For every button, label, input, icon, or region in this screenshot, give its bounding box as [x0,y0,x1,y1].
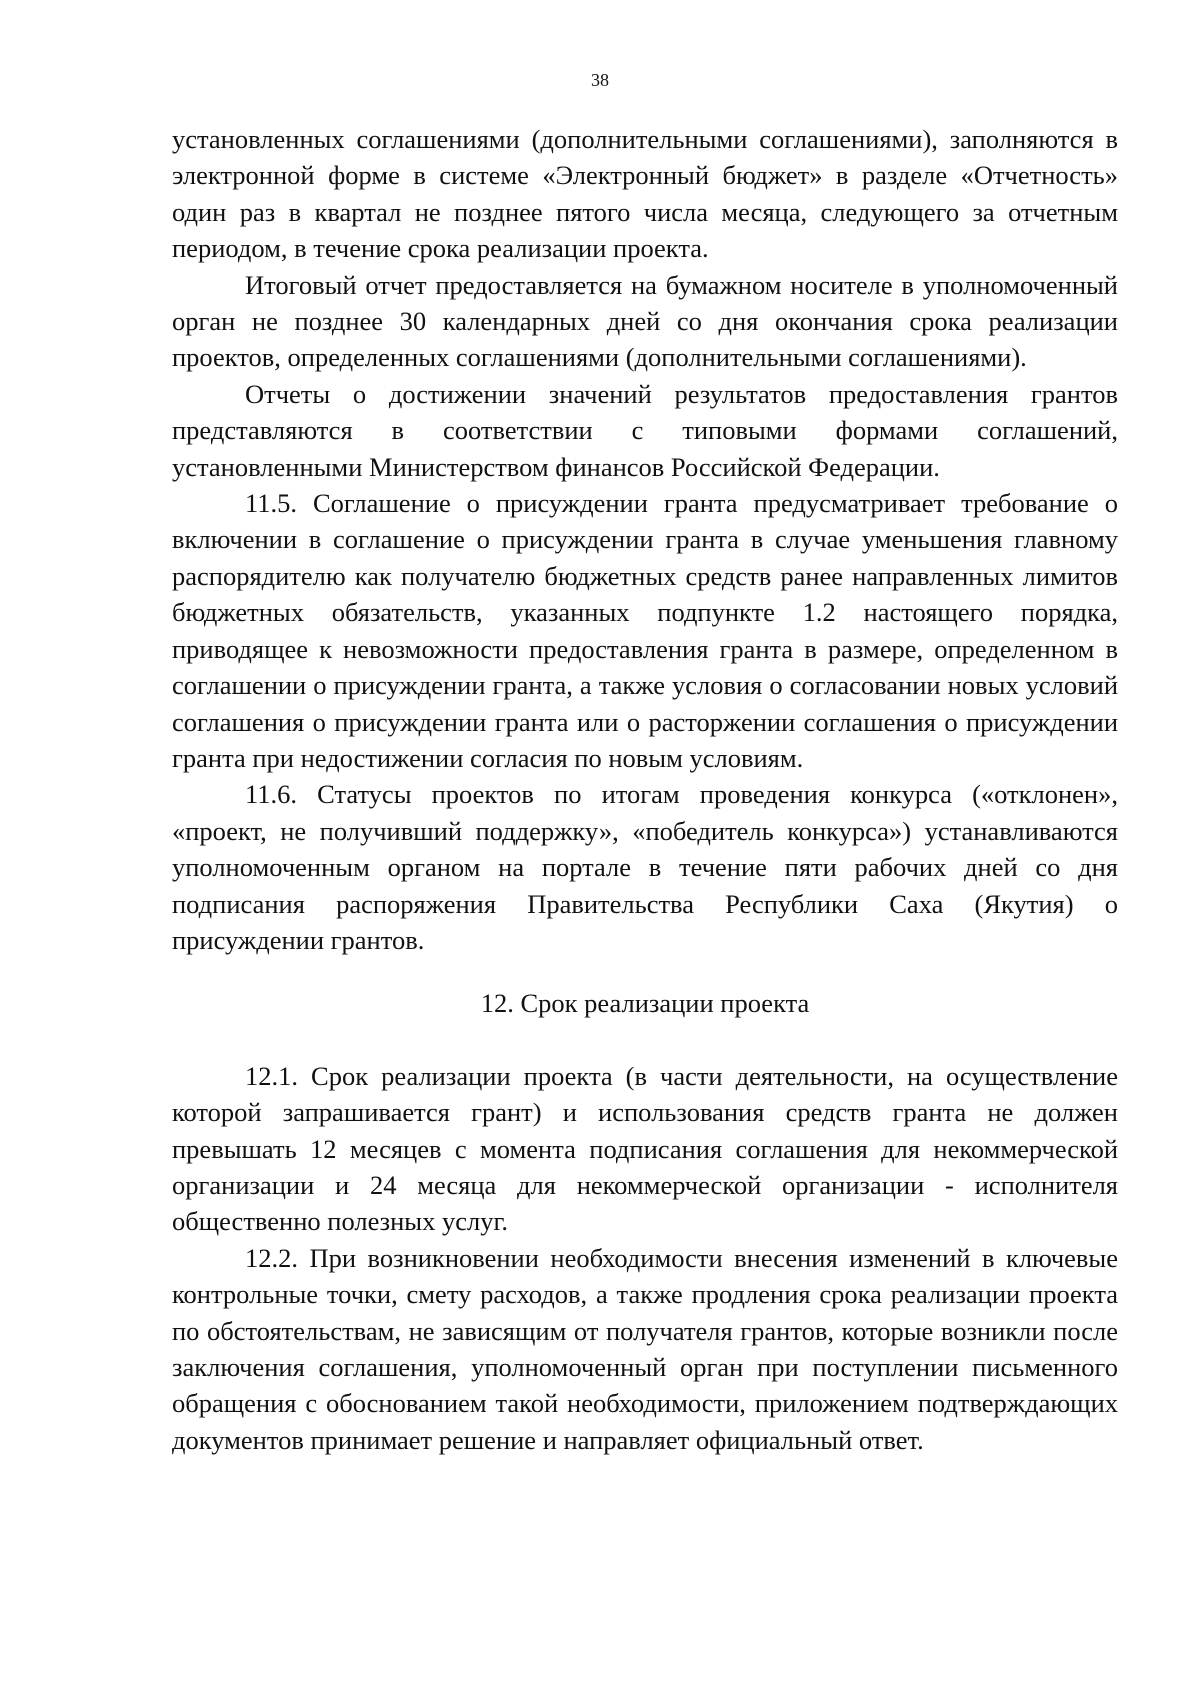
paragraph-12-1: 12.1. Срок реализации проекта (в части деятельности, на осуществление которой запрашивается грант) и использования средств гранта не должен превышать 12 месяцев с момента подписания соглашения для некоммерческой организации и 24 месяца для некоммерческой организации - исполнителя общественно полезных услуг. [172,1060,1118,1237]
paragraph-continuation: установленных соглашениями (дополнительными соглашениями), заполняются в электронной форме в системе «Электронный бюджет» в разделе «Отчетность» один раз в квартал не позднее пятого числа месяца, следующего за отчетным периодом, в течение срока реализации проекта. [172,124,1118,264]
paragraph-11-6: 11.6. Статусы проектов по итогам проведения конкурса («отклонен», «проект, не получивший поддержку», «победитель конкурса») устанавливаются уполномоченным органом на портале в течение пяти рабочих дней со дня подписания распоряжения Правительства Республики Саха (Якутия) о присуждении грантов. [172,779,1118,955]
document-body [172,121,1118,1458]
page-number: 38 [591,70,609,90]
section-heading: 12. Срок реализации проекта [480,988,810,1019]
paragraph-12-2: 12.2. При возникновении необходимости внесения изменений в ключевые контрольные точки, смету расходов, а также продления срока реализации проекта по обстоятельствам, не зависящим от получателя грантов, которые возникли после заключения соглашения, уполномоченный орган при поступлении письменного обращения с обоснованием такой необходимости, приложением подтверждающих документов принимает решение и направляет официальный ответ. [172,1242,1118,1455]
paragraph-final-report: Итоговый отчет предоставляется на бумажном носителе в уполномоченный орган не позднее 30 календарных дней со дня окончания срока реализации проектов, определенных соглашениями (дополнительными соглашениями). [172,269,1118,373]
paragraph-reports-results: Отчеты о достижении значений результатов предоставления грантов представляются в соответствии с типовыми формами соглашений, установленными Министерством финансов Российской Федерации. [172,378,1118,482]
paragraph-11-5: 11.5. Соглашение о присуждении гранта предусматривает требование о включении в соглашение о присуждении гранта в случае уменьшения главному распорядителю как получателю бюджетных средств ранее направленных лимитов бюджетных обязательств, указанных подпункте 1.2 настоящего порядка, приводящее к невозможности предоставления гранта в размере, определенном в соглашении о присуждении гранта, а также условия о согласовании новых условий соглашения о присуждении гранта или о расторжении соглашения о присуждении гранта при недостижении согласия по новым условиям. [172,488,1118,773]
